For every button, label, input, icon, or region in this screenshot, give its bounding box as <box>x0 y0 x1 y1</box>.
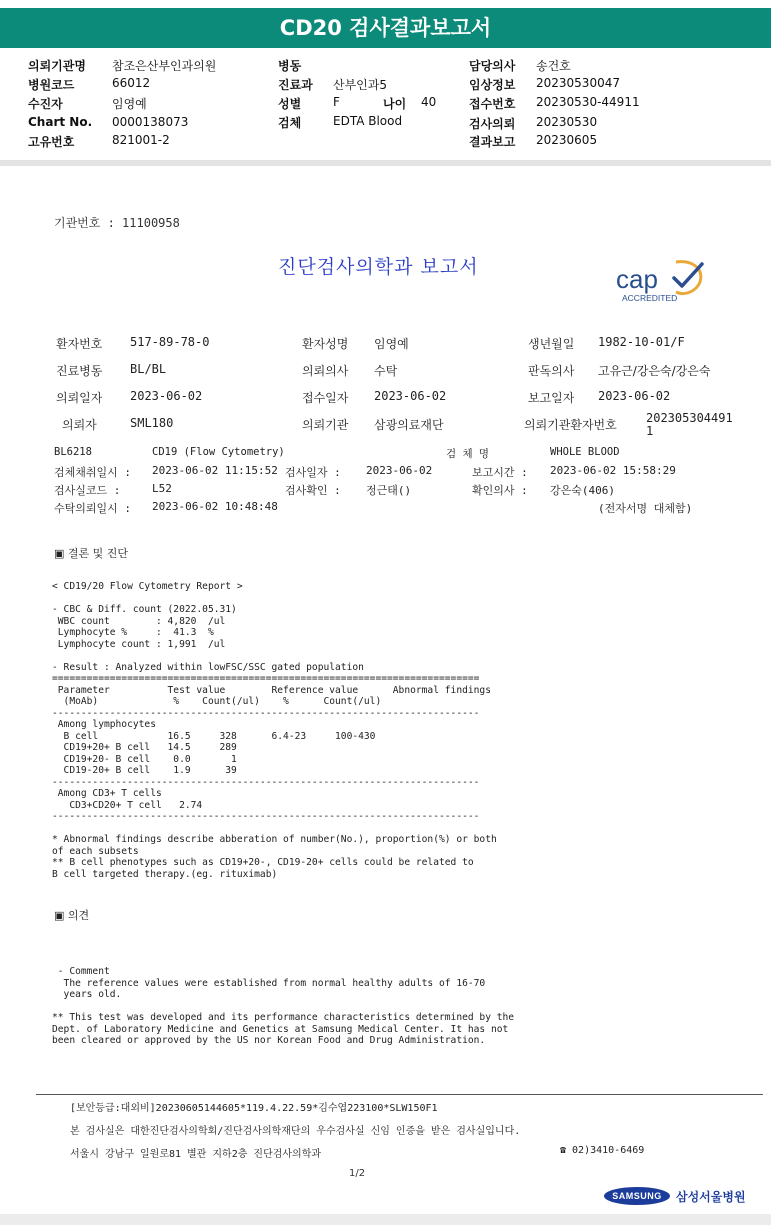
reading-doctor-value: 고유근/강은숙/강은숙 <box>598 364 711 378</box>
test-confirm-value: 정근태() <box>366 484 412 497</box>
request-date-label: 의뢰일자 <box>56 391 103 405</box>
header-divider <box>0 160 771 166</box>
req-institution-label: 의뢰기관 <box>302 418 349 432</box>
consign-time-label: 수탁의뢰일시 : <box>54 502 132 515</box>
test-name: CD19 (Flow Cytometry) <box>152 446 285 458</box>
inst-patient-no-value: 202305304491 <box>646 411 733 425</box>
value: 송건호 <box>536 59 571 73</box>
sex <box>278 95 340 112</box>
test-request-date <box>469 115 598 132</box>
department <box>278 76 388 93</box>
value: 산부인과5 <box>333 78 388 92</box>
value: 20230530-44911 <box>536 95 640 109</box>
label: 나이 <box>383 97 407 111</box>
patient-name <box>28 95 147 112</box>
receipt-date-label: 접수일자 <box>302 391 349 405</box>
unique-number <box>28 133 170 150</box>
value: 20230530047 <box>536 76 620 90</box>
patient-name-value: 임영예 <box>374 337 409 351</box>
birthdate-label: 생년월일 <box>528 337 575 351</box>
institution-number: 기관번호 : 11100958 <box>54 216 180 230</box>
report-time-value: 2023-06-02 15:58:29 <box>550 464 676 477</box>
value: F <box>333 95 340 109</box>
collection-time-label: 검체채취일시 : <box>54 466 132 479</box>
ward-label: 진료병동 <box>56 364 103 378</box>
value: 821001-2 <box>112 133 170 147</box>
cap-accredited-logo <box>614 258 706 306</box>
value: 66012 <box>112 76 151 90</box>
confirm-doctor-value: 강은숙(406) <box>550 484 615 497</box>
receipt-number <box>469 95 640 112</box>
comment-text: - Comment The reference values were established from normal healthy adults of 16-70 years old. ** This test was developed and its performance characteristics determined by the Dept. of Laboratory Medicine and Genetics at Samsung Medical Center. It has not been cleared or approved by the US nor Korean Food and Drug Administration. <box>52 966 515 1046</box>
result-report-date <box>469 133 598 150</box>
test-confirm-label: 검사확인 : <box>285 484 341 497</box>
report-date-value: 2023-06-02 <box>598 389 671 403</box>
label: 병동 <box>278 59 302 73</box>
specimen-label: 검 체 명 <box>446 448 490 460</box>
bottom-band <box>0 1214 771 1225</box>
report-date-label: 보고일자 <box>528 391 575 405</box>
conclusion-heading: ▣ 결론 및 진단 <box>54 547 129 560</box>
value: 임영예 <box>112 97 147 111</box>
label: 수진자 <box>28 97 63 111</box>
value: 참조은산부인과의원 <box>112 59 217 73</box>
req-doctor-value: 수탁 <box>374 364 398 378</box>
lab-report-title: 진단검사의학과 보고서 <box>278 256 479 278</box>
attending-doctor <box>469 57 571 74</box>
label: 진료과 <box>278 78 313 92</box>
patient-id-value: 517-89-78-0 <box>130 335 210 349</box>
label: 접수번호 <box>469 97 516 111</box>
inst-patient-no-label: 의뢰기관환자번호 <box>524 418 617 432</box>
requesting-institution <box>28 57 217 74</box>
consign-time-value: 2023-06-02 10:48:48 <box>152 500 278 513</box>
opinion-heading: ▣ 의견 <box>54 909 90 922</box>
certification-line: 본 검사실은 대한진단검사의학회/진단검사의학재단의 우수검사실 신임 인증을 받은 검사실입니다. <box>70 1126 521 1137</box>
req-institution-value: 삼광의료재단 <box>374 418 444 432</box>
report-time-label: 보고시간 : <box>472 466 528 479</box>
result-report-text: < CD19/20 Flow Cytometry Report > - CBC & Diff. count (2022.05.31) WBC count : 4,820 /ul Lymphocyte % : 41.3 % Lymphocyte count : 1,991 /ul - Result : Analyzed within lowFSC/SSC gated population ========================================================================== Parameter Test value Reference value Abnormal findings (MoAb) % Count(/ul) % Count(/ul) -------------------------------------------------------------------------- Among lymphocytes B cell 16.5 328 6.4-23 100-430 CD19+20+ B cell 14.5 289 CD19+20- B cell 0.0 1 CD19-20+ B cell 1.9 39 -------------------------------------------------------------------------- Among CD3+ T cells CD3+CD20+ T cell 2.74 -------------------------------------------------------------------------- * Abnormal findings describe abberation of number(No.), proportion(%) or both of each subsets ** B cell phenotypes such as CD19+20-, CD19-20+ cells could be related to B cell targeted therapy.(eg. rituximab) <box>52 581 497 880</box>
requester-label: 의뢰자 <box>62 418 97 432</box>
patient-id-label: 환자번호 <box>56 337 103 351</box>
test-code: BL6218 <box>54 446 92 458</box>
e-signature-note: (전자서명 대체함) <box>598 502 693 515</box>
address-line: 서울시 강남구 일원로81 별관 지하2층 진단검사의학과 <box>70 1149 322 1160</box>
value: 20230605 <box>536 133 598 147</box>
phone-number: ☎ 02)3410-6469 <box>560 1145 645 1156</box>
lab-code-value: L52 <box>152 482 172 495</box>
reading-doctor-label: 판독의사 <box>528 364 575 378</box>
value: 0000138073 <box>112 115 189 129</box>
samsung-oval: SAMSUNG <box>604 1187 670 1205</box>
label: 검사의뢰 <box>469 117 516 131</box>
test-date-value: 2023-06-02 <box>366 464 433 477</box>
hospital-code <box>28 76 151 93</box>
specimen <box>278 114 403 131</box>
specimen-value: WHOLE BLOOD <box>550 446 620 458</box>
chart-number <box>28 115 189 129</box>
label: Chart No. <box>28 115 93 129</box>
req-doctor-label: 의뢰의사 <box>302 364 349 378</box>
report-title-bar: CD20 검사결과보고서 <box>0 8 771 48</box>
label: 병원코드 <box>28 78 75 92</box>
birthdate-value: 1982-10-01/F <box>598 335 685 349</box>
value: EDTA Blood <box>333 114 403 128</box>
cap-text: cap <box>616 264 658 294</box>
value: 40 <box>421 95 437 109</box>
test-date-label: 검사일자 : <box>285 466 341 479</box>
patient-name-label: 환자성명 <box>302 337 349 351</box>
label: 성별 <box>278 97 302 111</box>
ward-value: BL/BL <box>130 362 167 376</box>
hospital-name: 삼성서울병원 <box>676 1190 746 1204</box>
age <box>383 95 437 112</box>
receipt-date-value: 2023-06-02 <box>374 389 447 403</box>
accredited-text: ACCREDITED <box>622 293 678 303</box>
label: 의뢰기관명 <box>28 59 86 73</box>
page-number: 1/2 <box>349 1168 366 1179</box>
label: 담당의사 <box>469 59 516 73</box>
label: 임상정보 <box>469 78 516 92</box>
requester-value: SML180 <box>130 416 174 430</box>
inst-patient-no-suffix: 1 <box>646 424 654 438</box>
ward <box>278 57 301 74</box>
lab-code-label: 검사실코드 : <box>54 484 121 497</box>
label: 검체 <box>278 116 302 130</box>
confirm-doctor-label: 확인의사 : <box>472 484 528 497</box>
collection-time-value: 2023-06-02 11:15:52 <box>152 464 278 477</box>
clinical-info <box>469 76 620 93</box>
samsung-hospital-logo <box>604 1186 754 1206</box>
value: 20230530 <box>536 115 598 129</box>
footer-divider <box>36 1094 763 1095</box>
request-date-value: 2023-06-02 <box>130 389 203 403</box>
security-line: [보안등급:대외비]20230605144605*119.4.22.59*김수엽223100*SLW150F1 <box>70 1103 438 1114</box>
label: 결과보고 <box>469 135 516 149</box>
label: 고유번호 <box>28 135 75 149</box>
